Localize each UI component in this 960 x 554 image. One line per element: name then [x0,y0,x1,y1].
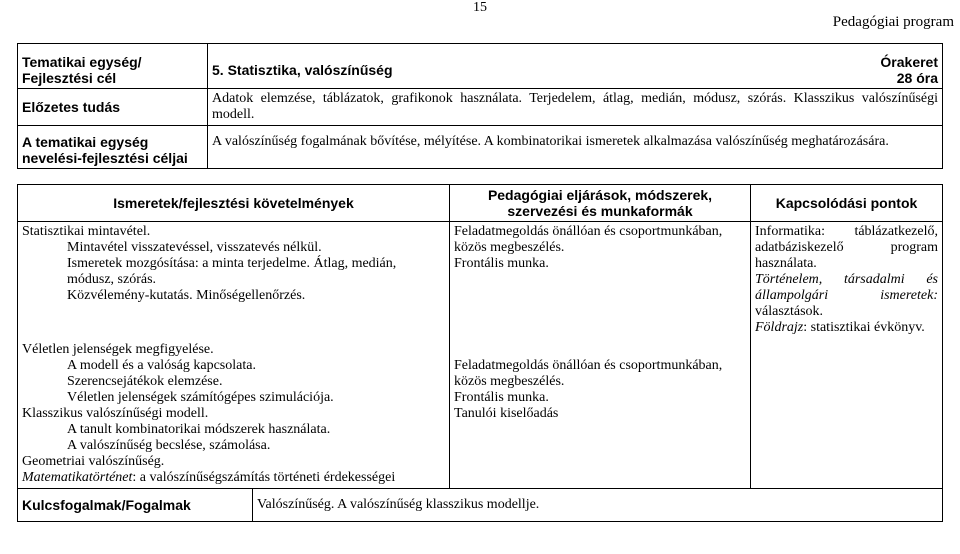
knowledge-cell [18,222,450,489]
history-label: Matematikatörténet [22,470,133,485]
knowledge-line: A modell és a valóság kapcsolata. [67,358,256,373]
header-links: Kapcsolódási pontok [751,185,943,222]
page-number: 15 [473,0,487,15]
unit-info-table [17,43,943,169]
prior-knowledge-row [18,89,943,126]
knowledge-line: A tanult kombinatorikai módszerek használata. [67,422,331,437]
knowledge-line: Szerencsejátékok elemzése. [67,374,223,389]
methods-line: Frontális munka. [454,390,549,405]
links-cell [751,222,943,489]
knowledge-line: Klasszikus valószínűségi modell. [22,406,209,421]
links-line [755,320,938,336]
methods-line: Feladatmegoldás önállóan és csoportmunkában, közös megbeszélés. [454,224,723,255]
knowledge-line: Geometriai valószínűség. [22,454,165,469]
unit-title: 5. Statisztika, valószínűség [212,62,393,78]
knowledge-line: Véletlen jelenségek számítógépes szimulációja. [67,390,334,405]
methods-line: Feladatmegoldás önállóan és csoportmunkában, közös megbeszélés. [454,358,723,389]
keywords-cell [18,489,943,522]
links-history-text: választások. [755,304,824,319]
prior-knowledge-label: Előzetes tudás [18,89,208,126]
methods-line: Tanulói kiselőadás [454,406,559,421]
goals-text: A valószínűség fogalmának bővítése, mélyítése. A kombinatorikai ismeretek alkalmazása valószínűség meghatározására. [208,126,943,169]
content-header-row [18,185,943,222]
keywords-text: Valószínűség. A valószínűség klasszikus modellje. [257,497,540,512]
keywords-row [18,489,943,522]
prior-knowledge-text: Adatok elemzése, táblázatok, grafikonok használata. Terjedelem, átlag, medián, módusz, szórás. Klasszikus valószínűségi modell. [208,89,943,126]
methods-cell [450,222,751,489]
header-methods: Pedagógiai eljárások, módszerek, szervezési és munkaformák [450,185,751,222]
goals-row [18,126,943,169]
links-line: Informatika: táblázatkezelő, adatbáziskezelő program használata. [755,224,938,271]
content-table [17,184,943,522]
content-row [18,222,943,489]
unit-title-cell [208,44,943,89]
hours-value: 28 óra [896,70,938,86]
links-history-label: Történelem, társadalmi és állampolgári ismeretek: [755,272,938,303]
header-knowledge: Ismeretek/fejlesztési követelmények [18,185,450,222]
knowledge-line [22,470,445,486]
knowledge-line: Véletlen jelenségek megfigyelése. [22,342,214,357]
history-text: : a valószínűségszámítás történeti érdekességei [132,470,396,485]
methods-line: Frontális munka. [454,256,549,271]
links-geo-label: Földrajz [755,320,804,335]
document-title: Pedagógiai program [832,14,954,30]
knowledge-line: A valószínűség becslése, számolása. [67,438,271,453]
unit-label: Tematikai egység/ Fejlesztési cél [18,44,208,89]
knowledge-line: Közvélemény-kutatás. Minőségellenőrzés. [67,288,306,303]
hours-box [880,54,938,86]
unit-title-row [18,44,943,89]
hours-label: Órakeret [880,54,938,70]
knowledge-line: Mintavétel visszatevéssel, visszatevés nélkül. [67,240,322,255]
links-geo-text: : statisztikai évkönyv. [803,320,925,335]
knowledge-line: Statisztikai mintavétel. [22,224,151,239]
links-line [755,272,938,320]
goals-label: A tematikai egység nevelési-fejlesztési céljai [18,126,208,169]
keywords-label: Kulcsfogalmak/Fogalmak [18,489,253,521]
knowledge-line: Ismeretek mozgósítása: a minta terjedelme. Átlag, medián, módusz, szórás. [67,256,397,287]
